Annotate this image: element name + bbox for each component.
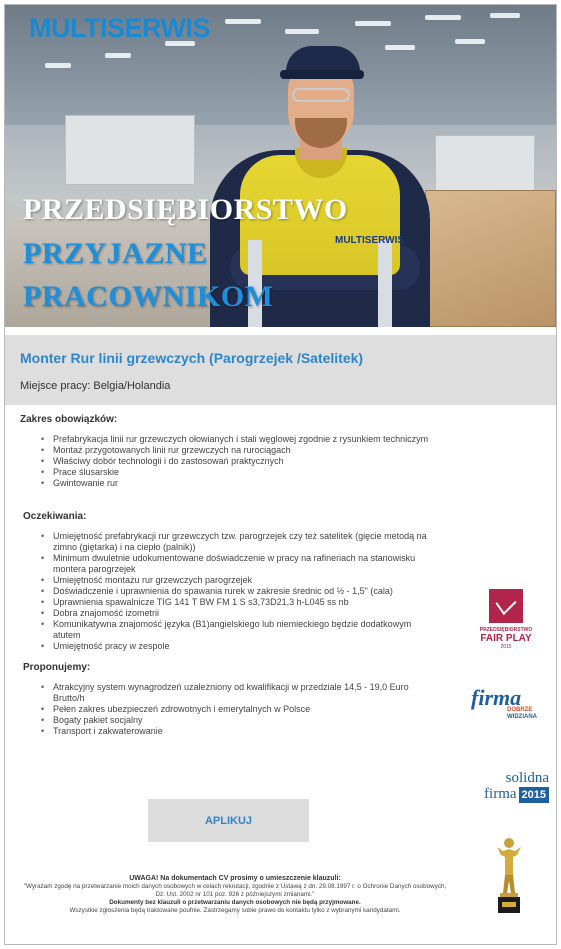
list-item: • Umiejętność pracy w zespole bbox=[39, 641, 429, 652]
firma-tag-dobrze: DOBRZE bbox=[507, 707, 533, 713]
list-item: • Doświadczenie i uprawnienia do spawania rurek w zakresie średnic od ½ - 1,5" (cala) bbox=[39, 586, 429, 597]
footer-clause: "Wyrażam zgodę na przetwarzanie moich danych osobowych w celach rekrutacji, zgodnie z Ustawą z dn. 29.08.1997 r. o Ochronie Danych osobowych, Dz. Ust. 2002 nr 101 poz. 926 z późniejszymi zmianami." bbox=[23, 883, 447, 898]
ceiling-light bbox=[105, 53, 131, 58]
fair-play-year: 2015 bbox=[500, 644, 512, 650]
fair-play-badge bbox=[473, 589, 539, 650]
cardboard-box bbox=[425, 190, 556, 327]
list-item: • Minimum dwuletnie udokumentowane doświadczenie w pracy na rafineriach na stanowisku montera parogrzejek bbox=[39, 553, 429, 575]
list-item: • Umiejętność montażu rur grzewczych parogrzejek bbox=[39, 575, 429, 586]
firma-dobrze-widziana-badge bbox=[471, 685, 541, 720]
list-item: • Dobra znajomość izometrii bbox=[39, 608, 429, 619]
footer-uwaga: UWAGA! Na dokumentach CV prosimy o umieszczenie klauzuli: bbox=[129, 875, 341, 882]
list-item: • Pełen zakres ubezpieczeń zdrowotnych i emerytalnych w Polsce bbox=[39, 704, 429, 715]
apply-button[interactable]: APLIKUJ bbox=[148, 799, 309, 842]
job-title-bar bbox=[5, 335, 556, 405]
fair-play-subtitle: PRZEDSIĘBIORSTWO bbox=[479, 627, 533, 633]
solidna-firma-word: firma bbox=[484, 786, 517, 802]
list-item: • Uprawnienia spawalnicze TIG 141 T BW FM 1 S s3,73D21,3 h-L045 ss nb bbox=[39, 597, 429, 608]
fair-play-title: FAIR PLAY bbox=[480, 633, 532, 644]
machine bbox=[65, 115, 195, 185]
slogan-line2: PRZYJAZNE bbox=[23, 237, 208, 270]
footer-note: Wszystkie zgłoszenia będą traktowane poufnie. Zastrzegamy sobie prawo do kontaktu tylko z wybranymi kandydatami. bbox=[69, 907, 401, 914]
ceiling-light bbox=[225, 19, 261, 24]
job-location: Miejsce pracy: Belgia/Holandia bbox=[20, 380, 171, 392]
hero-banner bbox=[5, 5, 556, 327]
offer-list bbox=[39, 682, 429, 737]
job-title: Monter Rur linii grzewczych (Parogrzejek /Satelitek) bbox=[20, 350, 364, 366]
ceiling-light bbox=[425, 15, 461, 20]
duties-heading: Zakres obowiązków: bbox=[20, 414, 118, 425]
slogan-line3: PRACOWNIKOM bbox=[23, 280, 274, 313]
job-offer-page bbox=[4, 4, 557, 945]
duties-list bbox=[39, 434, 429, 489]
ceiling-light bbox=[455, 39, 485, 44]
ceiling-light bbox=[490, 13, 520, 18]
firma-word: firma bbox=[471, 685, 522, 710]
list-item: • Umiejętność prefabrykacji rur grzewczych tzw. parogrzejek czy też satelitek (gięcie metodą na zimno (giętarka) i na ciepło (palnik)) bbox=[39, 531, 429, 553]
expectations-list bbox=[39, 531, 429, 652]
vest-logo: MULTISERWIS bbox=[335, 235, 405, 246]
solidna-year: 2015 bbox=[519, 787, 549, 803]
brand-logo: MULTISERWIS bbox=[29, 13, 210, 43]
slogan-line1: PRZEDSIĘBIORSTWO bbox=[23, 193, 348, 226]
list-item: • Montaż przygotowanych linii rur grzewczych na rurociągach bbox=[39, 445, 429, 456]
list-item: • Atrakcyjny system wynagrodzeń uzależniony od kwalifikacji w przedziale 14,5 - 19,0 Euro Brutto/h bbox=[39, 682, 429, 704]
list-item: • Prace ślusarskie bbox=[39, 467, 429, 478]
list-item: • Gwintowanie rur bbox=[39, 478, 429, 489]
machine bbox=[435, 135, 535, 195]
gdpr-footer bbox=[20, 875, 450, 915]
list-item: • Transport i zakwaterowanie bbox=[39, 726, 429, 737]
expectations-heading: Oczekiwania: bbox=[23, 511, 87, 522]
solidna-word: solidna bbox=[505, 770, 549, 786]
list-item: • Właściwy dobór technologii i do zastosowań praktycznych bbox=[39, 456, 429, 467]
footer-warning: Dokumenty bez klauzuli o przetwarzaniu danych osobowych nie będą przyjmowane. bbox=[109, 899, 361, 906]
ceiling-light bbox=[45, 63, 71, 68]
offer-heading: Proponujemy: bbox=[23, 662, 91, 673]
ceiling-light bbox=[285, 29, 319, 34]
ceiling-light bbox=[355, 21, 391, 26]
solidna-firma-badge bbox=[465, 771, 549, 803]
list-item: • Komunikatywna znajomość języka (B1)angielskiego lub niemieckiego będzie dodatkowym atutem bbox=[39, 619, 429, 641]
list-item: • Prefabrykacja linii rur grzewczych ołowianych i stali węglowej zgodnie z rysunkiem techniczym bbox=[39, 434, 429, 445]
firma-tag-widziana: WIDZIANA bbox=[507, 714, 537, 720]
trophy-icon bbox=[489, 835, 529, 915]
checkmark-icon bbox=[489, 589, 523, 623]
list-item: • Bogaty pakiet socjalny bbox=[39, 715, 429, 726]
